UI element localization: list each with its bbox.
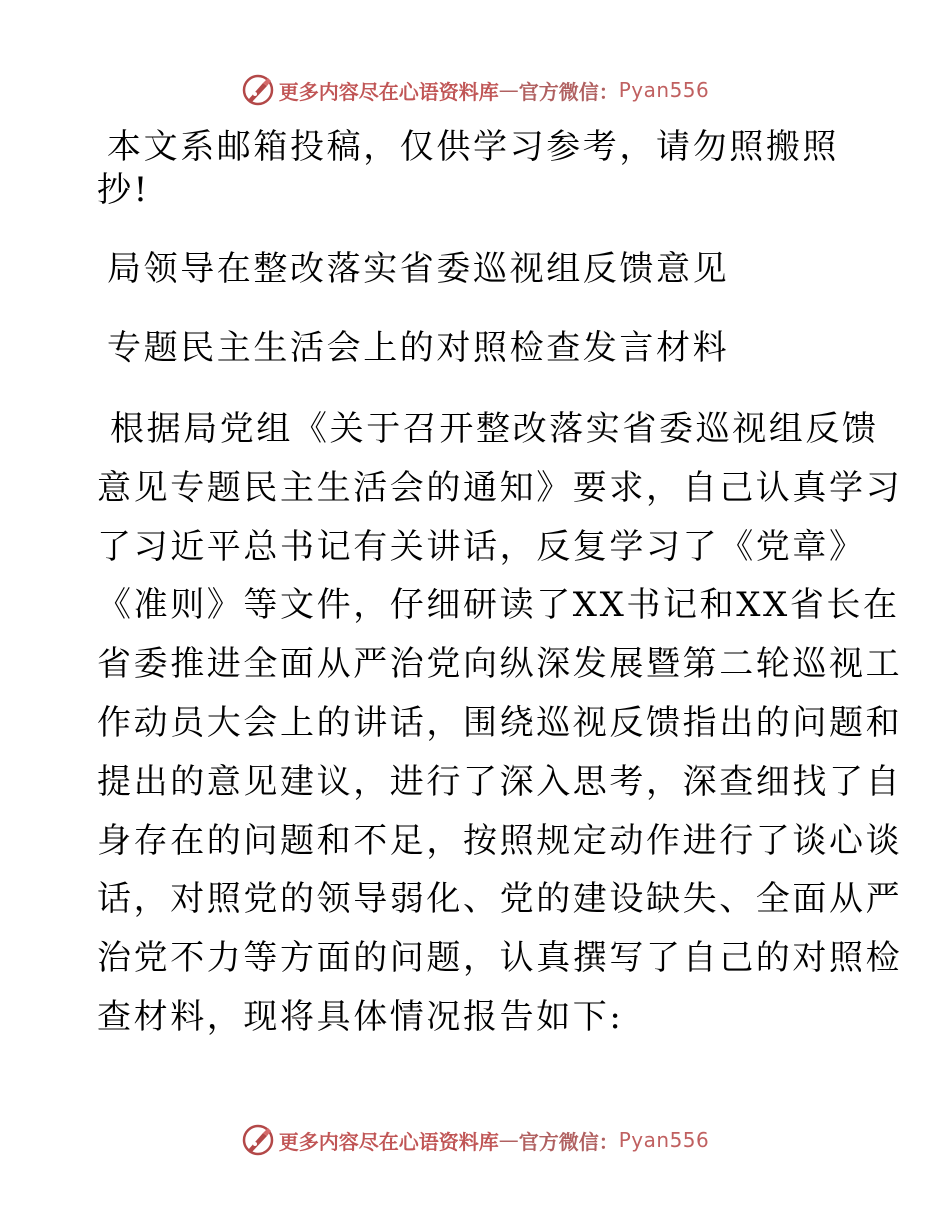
body-line: 话，对照党的领导弱化、党的建设缺失、全面从严 [97,879,903,920]
title-line-2: 专题民主生活会上的对照检查发言材料 [107,328,730,368]
body-line: 意见专题民主生活会的通知》要求，自己认真学习 [97,467,903,508]
body-line: 《准则》等文件，仔细研读了XX书记和XX省长在 [97,585,900,626]
body-line: 作动员大会上的讲话，围绕巡视反馈指出的问题和 [97,702,903,743]
body-line: 省委推进全面从严治党向纵深发展暨第二轮巡视工 [97,644,903,685]
header-wechat-label: 官方微信： [518,79,619,104]
header-separator: — [498,78,519,102]
notice-line-2: 抄! [97,170,150,210]
body-paragraph [97,400,903,1047]
pen-circle-logo-icon [241,73,275,107]
body-line: 查材料，现将具体情况报告如下: [97,996,624,1037]
footer-separator: — [498,1128,519,1152]
notice-line-1: 本文系邮箱投稿，仅供学习参考，请勿照搬照 [107,127,839,167]
footer-wechat-id: Pyan556 [618,1128,710,1152]
header-banner [0,72,950,108]
body-line: 身存在的问题和不足，按照规定动作进行了谈心谈 [97,820,903,861]
footer-banner [0,1122,950,1158]
body-line: 治党不力等方面的问题，认真撰写了自己的对照检 [97,938,903,979]
footer-wechat-label: 官方微信： [518,1129,619,1154]
pen-circle-logo-icon [241,1123,275,1157]
body-line: 提出的意见建议，进行了深入思考，深查细找了自 [97,761,903,802]
title-line-1: 局领导在整改落实省委巡视组反馈意见 [107,249,730,289]
footer-site-text: 更多内容尽在心语资料库 [278,1129,499,1154]
header-site-text: 更多内容尽在心语资料库 [278,79,499,104]
header-wechat-id: Pyan556 [618,78,710,102]
body-line: 根据局党组《关于召开整改落实省委巡视组反馈 [110,409,879,449]
body-line: 了习近平总书记有关讲话，反复学习了《党章》 [97,526,866,567]
document-content [97,126,903,1047]
